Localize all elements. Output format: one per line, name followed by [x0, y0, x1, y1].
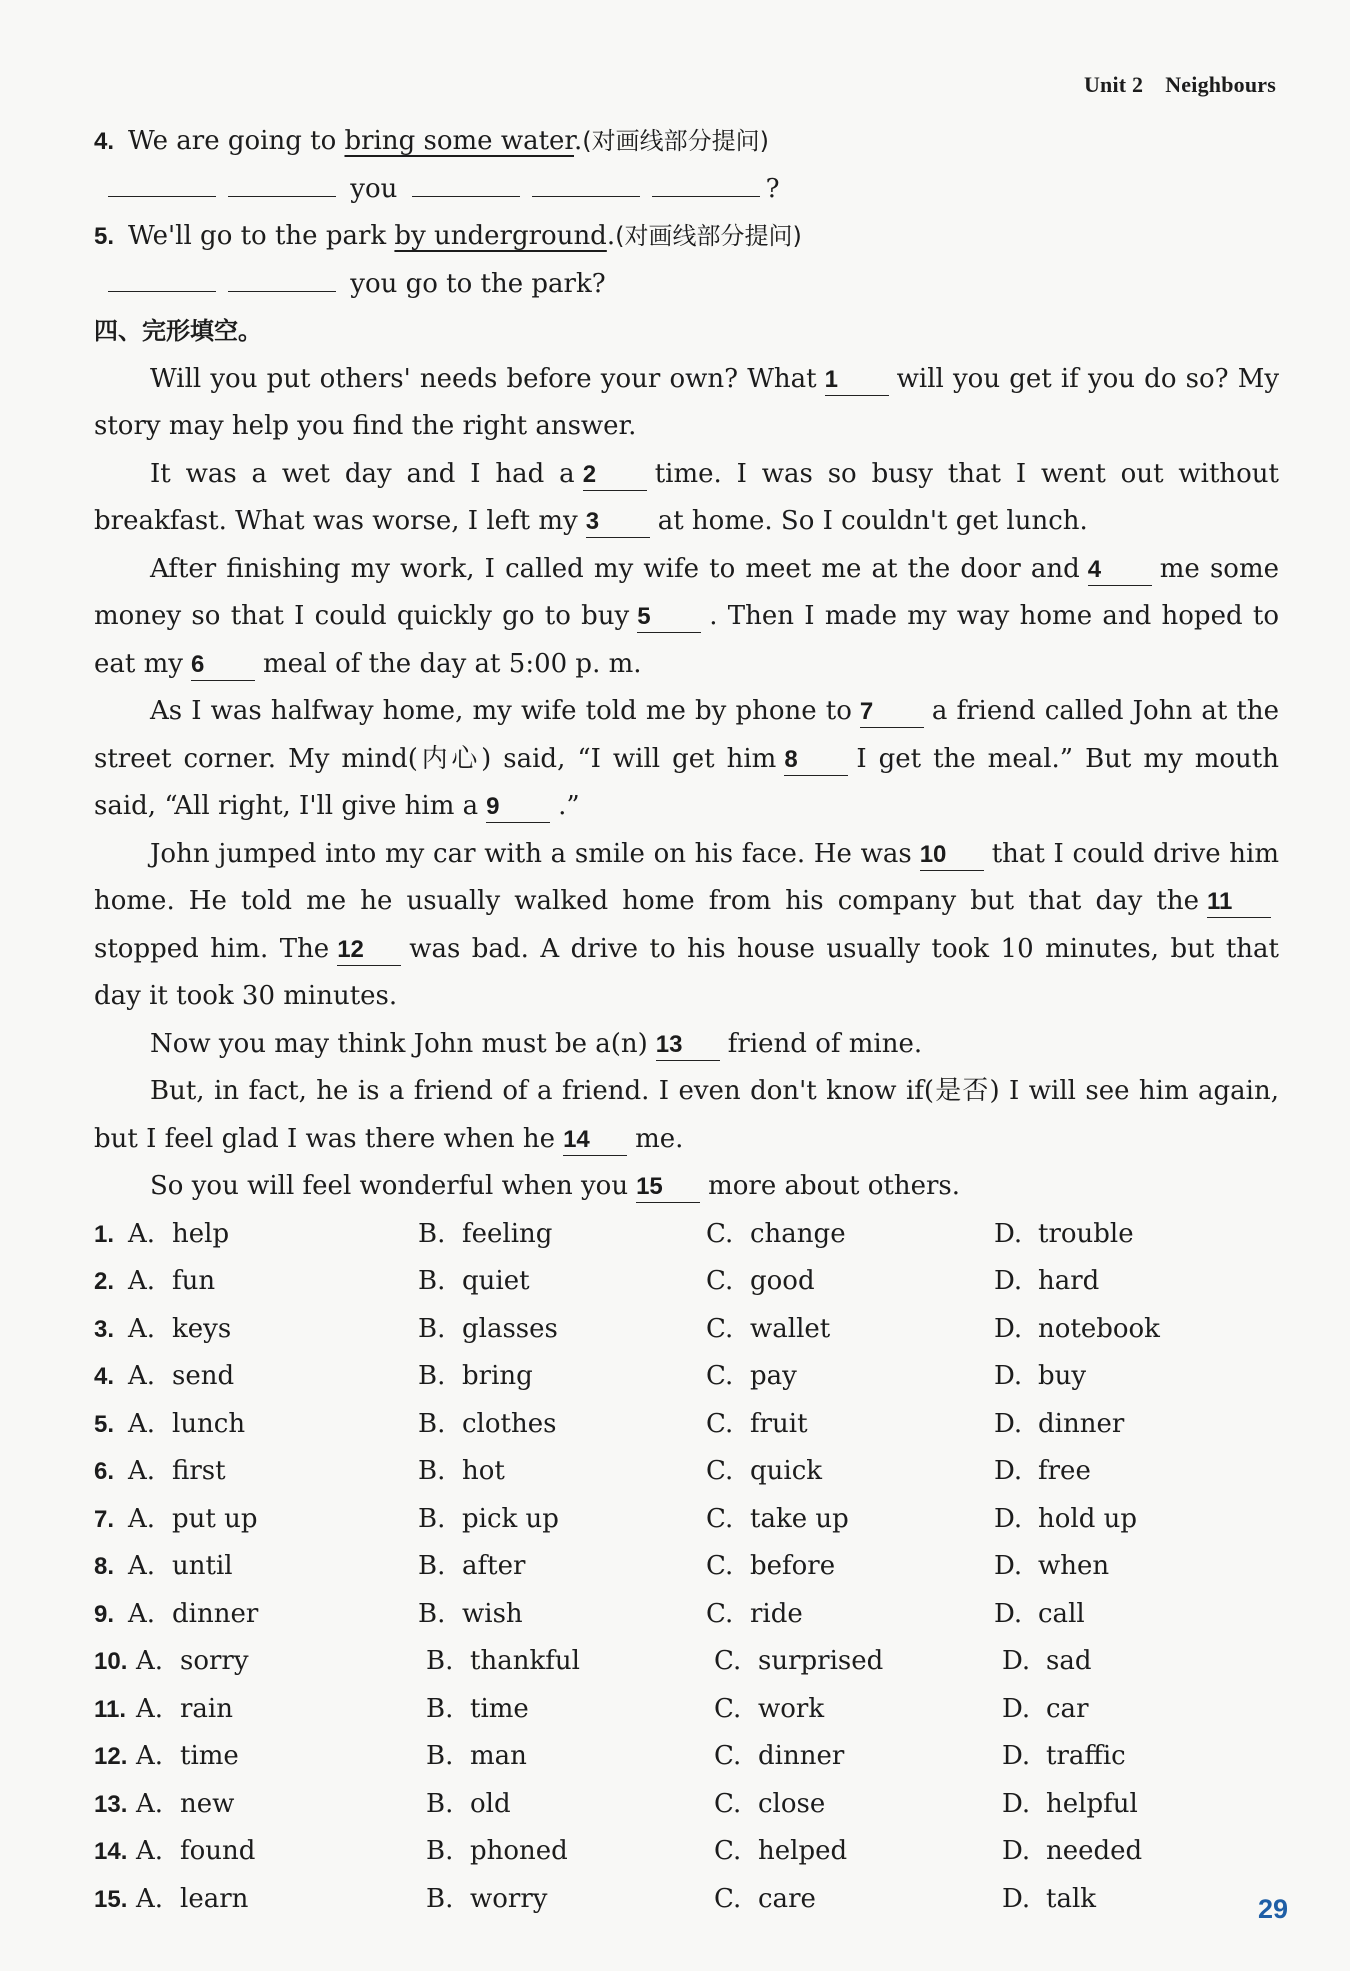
- option-text: time: [180, 1741, 239, 1771]
- option-letter: D.: [1002, 1883, 1031, 1914]
- option-row: [94, 1258, 1279, 1306]
- option-letter: D.: [994, 1456, 1023, 1486]
- option-c[interactable]: [706, 1543, 994, 1591]
- option-b[interactable]: [426, 1733, 714, 1781]
- option-letter: B.: [426, 1883, 454, 1914]
- underlined-phrase: bring some water: [344, 126, 574, 156]
- blank-15[interactable]: 15: [636, 1172, 700, 1203]
- option-c[interactable]: [714, 1638, 1002, 1686]
- answer-blank[interactable]: [108, 261, 216, 292]
- option-d[interactable]: [1002, 1876, 1242, 1924]
- answer-blank[interactable]: [108, 166, 216, 197]
- option-letter: B.: [418, 1361, 446, 1391]
- option-letter: C.: [706, 1456, 734, 1486]
- option-letter: C.: [706, 1408, 734, 1439]
- option-text: fun: [172, 1266, 216, 1296]
- option-letter: D.: [1002, 1741, 1031, 1771]
- answer-end: ?: [765, 173, 780, 204]
- option-text: wish: [462, 1598, 523, 1629]
- option-letter: C.: [714, 1741, 742, 1771]
- option-letter: D.: [994, 1408, 1023, 1439]
- option-text: rain: [180, 1693, 233, 1724]
- option-number: 7.: [94, 1505, 115, 1533]
- blank-6[interactable]: 6: [191, 650, 255, 681]
- option-text: needed: [1046, 1836, 1143, 1866]
- option-letter: A.: [128, 1266, 156, 1296]
- unit-title: Neighbours: [1165, 72, 1276, 97]
- option-text: first: [172, 1456, 226, 1486]
- option-letter: D.: [1002, 1788, 1031, 1819]
- option-b[interactable]: [426, 1828, 714, 1876]
- option-number: 15.: [94, 1885, 128, 1913]
- option-letter: D.: [994, 1551, 1023, 1581]
- option-text: free: [1038, 1456, 1091, 1486]
- blank-12[interactable]: 12: [337, 935, 401, 966]
- option-letter: B.: [418, 1503, 446, 1534]
- option-letter: A.: [136, 1646, 164, 1676]
- option-b[interactable]: [426, 1686, 714, 1734]
- option-text: notebook: [1038, 1313, 1160, 1344]
- option-d[interactable]: [994, 1496, 1234, 1544]
- option-letter: B.: [426, 1788, 454, 1819]
- question-text-end: .: [606, 221, 616, 251]
- option-row: [94, 1876, 1279, 1924]
- option-text: hold up: [1038, 1503, 1138, 1534]
- option-b[interactable]: [418, 1543, 706, 1591]
- option-letter: D.: [994, 1218, 1023, 1249]
- option-d[interactable]: [1002, 1686, 1242, 1734]
- option-number: 8.: [94, 1553, 115, 1580]
- option-d[interactable]: [1002, 1781, 1242, 1829]
- option-text: worry: [470, 1883, 548, 1914]
- option-text: help: [172, 1218, 230, 1249]
- blank-9[interactable]: 9: [486, 792, 550, 823]
- option-text: phoned: [470, 1836, 568, 1866]
- cloze-passage: [94, 356, 1279, 1211]
- option-letter: A.: [128, 1503, 156, 1534]
- instruction-note: (对画线部分提问): [615, 222, 802, 250]
- option-letter: C.: [714, 1836, 742, 1866]
- option-b[interactable]: [426, 1638, 714, 1686]
- option-number: 5.: [94, 1410, 115, 1438]
- page-number: 29: [1257, 1894, 1288, 1924]
- option-a[interactable]: [128, 1306, 418, 1354]
- option-row: [94, 1306, 1279, 1354]
- option-number: 1.: [94, 1220, 115, 1248]
- option-number: 4.: [94, 1363, 115, 1390]
- option-letter: C.: [706, 1218, 734, 1249]
- option-letter: B.: [418, 1551, 446, 1581]
- option-row: [94, 1686, 1279, 1734]
- option-c[interactable]: [706, 1401, 994, 1449]
- option-letter: C.: [706, 1313, 734, 1344]
- option-row: [94, 1781, 1279, 1829]
- option-letter: C.: [714, 1788, 742, 1819]
- paragraph-7: But, in fact, he is a friend of a friend. I even don't know if(是否) I will see him again, but I feel glad I was there when he 14 me.: [94, 1076, 1279, 1154]
- option-d[interactable]: [994, 1211, 1234, 1259]
- answer-blank[interactable]: [228, 261, 336, 292]
- option-text: sorry: [180, 1646, 249, 1676]
- option-a[interactable]: [128, 1496, 418, 1544]
- option-letter: B.: [426, 1646, 454, 1676]
- option-text: learn: [180, 1883, 249, 1914]
- option-letter: A.: [128, 1313, 156, 1344]
- option-b[interactable]: [418, 1211, 706, 1259]
- option-text: take up: [750, 1503, 849, 1534]
- paragraph-6: Now you may think John must be a(n) 13 friend of mine.: [150, 1028, 923, 1059]
- option-text: man: [470, 1741, 527, 1771]
- option-d[interactable]: [994, 1401, 1234, 1449]
- option-letter: A.: [128, 1598, 156, 1629]
- option-c[interactable]: [714, 1733, 1002, 1781]
- option-letter: D.: [994, 1361, 1023, 1391]
- option-text: car: [1046, 1693, 1089, 1724]
- option-c[interactable]: [706, 1258, 994, 1306]
- option-letter: B.: [426, 1836, 454, 1866]
- option-text: old: [470, 1788, 511, 1819]
- option-letter: D.: [994, 1266, 1023, 1296]
- blank-10[interactable]: 10: [920, 840, 984, 871]
- option-number: 10.: [94, 1648, 128, 1675]
- option-text: surprised: [758, 1646, 884, 1676]
- blank-8[interactable]: 8: [784, 745, 848, 776]
- option-row: [94, 1733, 1279, 1781]
- option-letter: C.: [706, 1598, 734, 1629]
- option-c[interactable]: [706, 1211, 994, 1259]
- option-text: change: [750, 1218, 846, 1249]
- option-d[interactable]: [994, 1306, 1234, 1354]
- underlined-phrase: by underground: [394, 221, 607, 251]
- option-number: 13.: [94, 1790, 128, 1818]
- option-text: quick: [750, 1456, 823, 1486]
- blank-13[interactable]: 13: [656, 1030, 720, 1061]
- option-d[interactable]: [1002, 1733, 1242, 1781]
- blank-4[interactable]: 4: [1088, 555, 1152, 586]
- option-b[interactable]: [426, 1876, 714, 1924]
- option-letter: A.: [128, 1456, 156, 1486]
- option-text: keys: [172, 1313, 232, 1344]
- option-letter: B.: [426, 1741, 454, 1771]
- option-row: [94, 1543, 1279, 1591]
- option-text: call: [1038, 1598, 1085, 1629]
- option-a[interactable]: [128, 1543, 418, 1591]
- option-letter: D.: [994, 1313, 1023, 1344]
- answer-word: you: [350, 173, 398, 204]
- question-4: [94, 118, 1279, 166]
- answer-line-5: [94, 261, 1279, 309]
- option-text: traffic: [1046, 1741, 1126, 1771]
- option-a[interactable]: [136, 1781, 426, 1829]
- option-text: send: [172, 1361, 235, 1391]
- paragraph-5: John jumped into my car with a smile on his face. He was 10 that I could drive him home. He told me he usually walked home from his company but that day the 11stopped him. The 12 was bad. A drive to his house usually took 10 minutes, but that day it took 30 minutes.: [94, 838, 1279, 1011]
- option-text: thankful: [470, 1646, 580, 1676]
- option-text: until: [172, 1551, 233, 1581]
- option-letter: B.: [418, 1218, 446, 1249]
- option-text: new: [180, 1788, 235, 1819]
- option-text: helped: [758, 1836, 848, 1866]
- unit-label: Unit 2: [1083, 72, 1144, 97]
- content: [94, 118, 1279, 1923]
- option-text: after: [462, 1551, 526, 1581]
- option-text: clothes: [462, 1408, 557, 1439]
- option-text: when: [1038, 1551, 1110, 1581]
- option-row: [94, 1211, 1279, 1259]
- blank-1[interactable]: 1: [825, 365, 889, 396]
- option-text: found: [180, 1836, 256, 1866]
- option-letter: A.: [128, 1361, 156, 1391]
- option-b[interactable]: [418, 1306, 706, 1354]
- option-a[interactable]: [128, 1258, 418, 1306]
- option-letter: C.: [706, 1503, 734, 1534]
- option-row: [94, 1828, 1279, 1876]
- option-a[interactable]: [128, 1211, 418, 1259]
- option-c[interactable]: [706, 1591, 994, 1639]
- page-header: [1084, 72, 1276, 98]
- option-text: before: [750, 1551, 836, 1581]
- option-row: [94, 1638, 1279, 1686]
- option-text: sad: [1046, 1646, 1092, 1676]
- option-text: lunch: [172, 1408, 246, 1439]
- question-text: We are going to: [128, 126, 345, 156]
- answer-blank[interactable]: [532, 166, 640, 197]
- answer-options: [94, 1211, 1279, 1924]
- option-c[interactable]: [714, 1828, 1002, 1876]
- option-letter: B.: [418, 1266, 446, 1296]
- option-a[interactable]: [136, 1686, 426, 1734]
- option-letter: B.: [426, 1693, 454, 1724]
- option-text: dinner: [1038, 1408, 1125, 1439]
- option-number: 3.: [94, 1315, 115, 1343]
- option-letter: D.: [1002, 1836, 1031, 1866]
- option-number: 6.: [94, 1458, 115, 1485]
- option-c[interactable]: [714, 1686, 1002, 1734]
- answer-blank[interactable]: [228, 166, 336, 197]
- option-number: 11.: [94, 1695, 127, 1723]
- option-text: hard: [1038, 1266, 1100, 1296]
- option-letter: D.: [994, 1503, 1023, 1534]
- option-c[interactable]: [706, 1496, 994, 1544]
- question-text: We'll go to the park: [128, 221, 395, 251]
- option-d[interactable]: [994, 1353, 1234, 1401]
- option-d[interactable]: [1002, 1638, 1242, 1686]
- option-c[interactable]: [706, 1448, 994, 1496]
- instruction-note: (对画线部分提问): [582, 127, 769, 155]
- option-text: dinner: [172, 1598, 259, 1629]
- option-text: buy: [1038, 1361, 1087, 1391]
- option-a[interactable]: [128, 1591, 418, 1639]
- option-text: close: [758, 1788, 826, 1819]
- option-b[interactable]: [418, 1258, 706, 1306]
- option-letter: D.: [1002, 1693, 1031, 1724]
- option-text: ride: [750, 1598, 803, 1629]
- option-letter: A.: [136, 1788, 164, 1819]
- paragraph-1: Will you put others' needs before your own? What 1 will you get if you do so? My story may help you find the right answer.: [94, 363, 1280, 441]
- option-number: 2.: [94, 1268, 115, 1295]
- option-b[interactable]: [418, 1591, 706, 1639]
- option-a[interactable]: [136, 1876, 426, 1924]
- option-b[interactable]: [426, 1781, 714, 1829]
- option-text: care: [758, 1883, 816, 1914]
- answer-blank[interactable]: [412, 166, 520, 197]
- answer-line-4: [94, 166, 1279, 214]
- option-number: 14.: [94, 1838, 128, 1865]
- option-c[interactable]: [714, 1781, 1002, 1829]
- blank-7[interactable]: 7: [860, 697, 924, 728]
- option-letter: C.: [714, 1646, 742, 1676]
- option-row: [94, 1591, 1279, 1639]
- blank-14[interactable]: 14: [563, 1125, 627, 1156]
- option-b[interactable]: [418, 1353, 706, 1401]
- option-a[interactable]: [128, 1401, 418, 1449]
- option-text: bring: [462, 1361, 533, 1391]
- option-number: 9.: [94, 1600, 115, 1628]
- option-text: talk: [1046, 1883, 1097, 1914]
- option-letter: A.: [128, 1551, 156, 1581]
- option-letter: C.: [706, 1551, 734, 1581]
- option-text: hot: [462, 1456, 505, 1486]
- option-row: [94, 1353, 1279, 1401]
- blank-3[interactable]: 3: [586, 507, 650, 538]
- option-number: 12.: [94, 1743, 128, 1770]
- option-text: work: [758, 1693, 825, 1724]
- option-text: helpful: [1046, 1788, 1138, 1819]
- option-c[interactable]: [706, 1353, 994, 1401]
- option-letter: C.: [714, 1883, 742, 1914]
- option-d[interactable]: [994, 1448, 1234, 1496]
- option-text: time: [470, 1693, 529, 1724]
- option-letter: B.: [418, 1408, 446, 1439]
- answer-blank[interactable]: [652, 166, 760, 197]
- option-text: quiet: [462, 1266, 530, 1296]
- option-row: [94, 1496, 1279, 1544]
- option-text: put up: [172, 1503, 258, 1534]
- option-letter: C.: [706, 1266, 734, 1296]
- option-a[interactable]: [136, 1828, 426, 1876]
- option-text: pick up: [462, 1503, 559, 1534]
- option-letter: B.: [418, 1313, 446, 1344]
- question-number: 4.: [94, 128, 115, 155]
- question-text-end: .: [574, 126, 583, 156]
- option-a[interactable]: [136, 1638, 426, 1686]
- option-letter: A.: [136, 1883, 164, 1914]
- option-c[interactable]: [714, 1876, 1002, 1924]
- option-letter: A.: [128, 1218, 156, 1249]
- option-a[interactable]: [128, 1448, 418, 1496]
- option-letter: A.: [136, 1741, 164, 1771]
- option-letter: B.: [418, 1598, 446, 1629]
- option-d[interactable]: [994, 1591, 1234, 1639]
- option-text: feeling: [462, 1218, 553, 1249]
- answer-word: you go to the park?: [350, 268, 606, 299]
- paragraph-4: As I was halfway home, my wife told me by phone to 7 a friend called John at the street corner. My mind(内心) said, “I will get him 8 I get the meal.” But my mouth said, “All right, I'll give him a 9 .”: [94, 696, 1279, 821]
- option-letter: A.: [136, 1693, 164, 1724]
- blank-2[interactable]: 2: [583, 460, 647, 491]
- option-text: good: [750, 1266, 815, 1296]
- option-a[interactable]: [128, 1353, 418, 1401]
- option-d[interactable]: [1002, 1828, 1242, 1876]
- blank-11[interactable]: 11: [1207, 887, 1271, 918]
- option-letter: C.: [706, 1361, 734, 1391]
- option-text: fruit: [750, 1408, 808, 1439]
- option-text: dinner: [758, 1741, 845, 1771]
- option-d[interactable]: [994, 1258, 1234, 1306]
- blank-5[interactable]: 5: [637, 602, 701, 633]
- option-letter: D.: [994, 1598, 1023, 1629]
- option-text: trouble: [1038, 1218, 1134, 1249]
- section-title: 四、完形填空。: [94, 317, 262, 345]
- option-b[interactable]: [418, 1448, 706, 1496]
- option-b[interactable]: [418, 1401, 706, 1449]
- option-text: pay: [750, 1361, 797, 1391]
- option-letter: C.: [714, 1693, 742, 1724]
- option-text: glasses: [462, 1313, 558, 1344]
- option-c[interactable]: [706, 1306, 994, 1354]
- option-letter: B.: [418, 1456, 446, 1486]
- question-5: [94, 213, 1279, 261]
- option-letter: A.: [136, 1836, 164, 1866]
- option-row: [94, 1401, 1279, 1449]
- paragraph-2: It was a wet day and I had a 2 time. I was so busy that I went out without breakfast. What was worse, I left my 3 at home. So I couldn't get lunch.: [94, 458, 1279, 536]
- option-letter: D.: [1002, 1646, 1031, 1676]
- option-row: [94, 1448, 1279, 1496]
- paragraph-8: So you will feel wonderful when you 15 more about others.: [150, 1171, 960, 1201]
- option-text: wallet: [750, 1313, 831, 1344]
- option-letter: A.: [128, 1408, 156, 1439]
- option-b[interactable]: [418, 1496, 706, 1544]
- option-d[interactable]: [994, 1543, 1234, 1591]
- paragraph-3: After finishing my work, I called my wife to meet me at the door and 4 me some money so that I could quickly go to buy 5 . Then I made my way home and hoped to eat my 6 meal of the day at 5:00 p. m.: [94, 553, 1279, 679]
- option-a[interactable]: [136, 1733, 426, 1781]
- question-number: 5.: [94, 223, 115, 250]
